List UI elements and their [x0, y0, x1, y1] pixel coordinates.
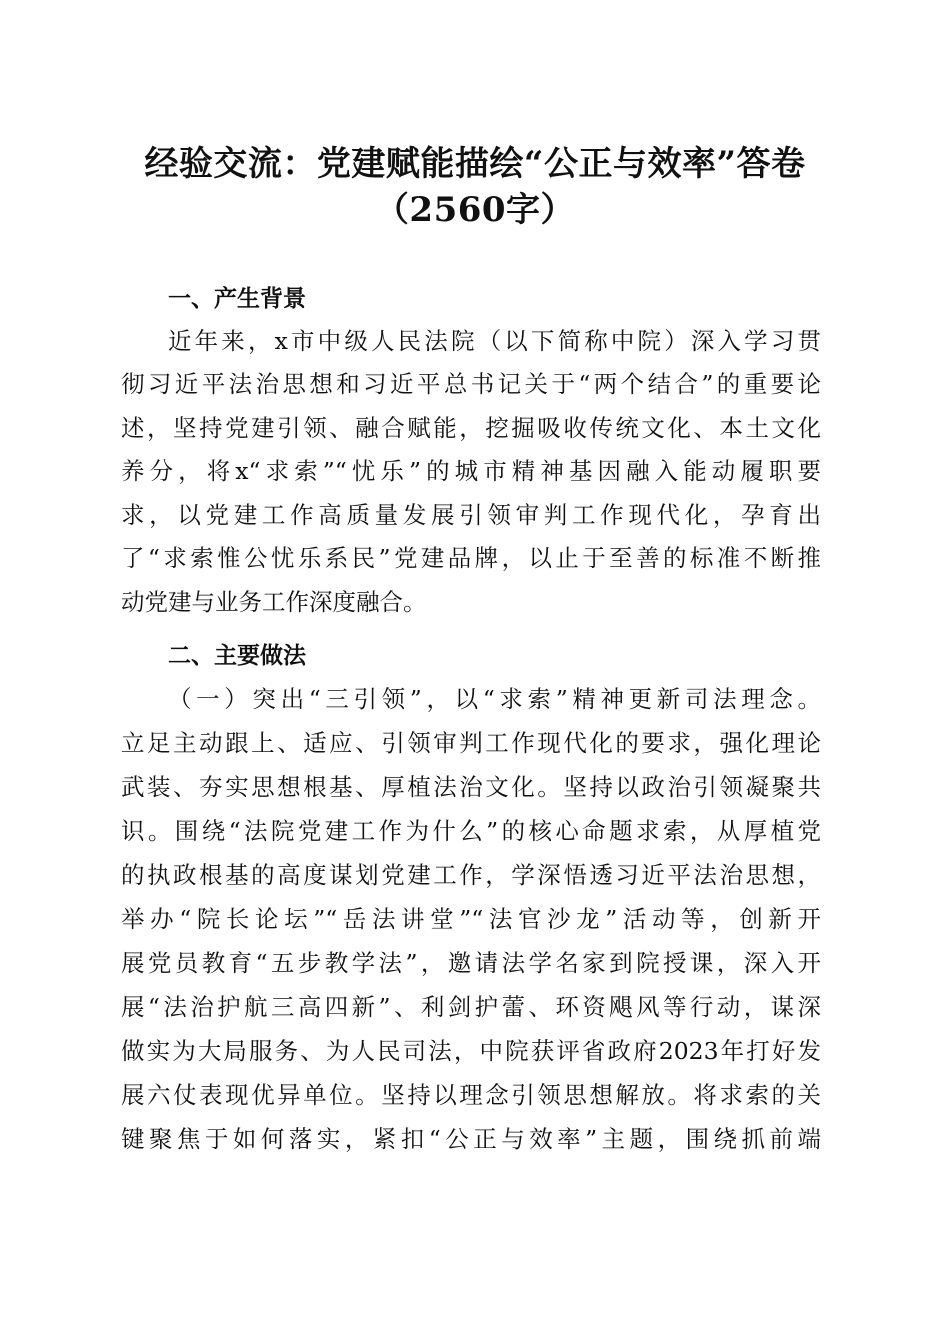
paragraph-line: 的执政根基的高度谋划党建工作，学深悟透习近平法治思想， — [121, 861, 821, 889]
paragraph-line: （一）突出“三引领”，以“求索”精神更新司法理念。 — [168, 685, 821, 713]
paragraph-line: 展六仗表现优异单位。坚持以理念引领思想解放。将求索的关 — [121, 1081, 821, 1109]
paragraph-line: 了“求索惟公忧乐系民”党建品牌，以止于至善的标准不断推 — [121, 544, 821, 572]
section-heading-methods: 二、主要做法 — [168, 643, 306, 669]
paragraph-line: 彻习近平法治思想和习近平总书记关于“两个结合”的重要论 — [121, 370, 821, 398]
paragraph-line: 近年来，x市中级人民法院（以下简称中院）深入学习贯 — [168, 327, 821, 355]
paragraph-line: 武装、夯实思想根基、厚植法治文化。坚持以政治引领凝聚共 — [121, 773, 821, 801]
paragraph-line: 做实为大局服务、为人民司法，中院获评省政府2023年打好发 — [121, 1037, 821, 1065]
paragraph-line: 动党建与业务工作深度融合。 — [121, 588, 427, 616]
document-title-line-2: （2560字） — [374, 190, 576, 230]
paragraph-line: 展党员教育“五步教学法”，邀请法学名家到院授课，深入开 — [121, 949, 821, 977]
paragraph-line: 立足主动跟上、适应、引领审判工作现代化的要求，强化理论 — [121, 729, 821, 757]
paragraph-line: 举办“院长论坛”“岳法讲堂”“法官沙龙”活动等，创新开 — [121, 905, 821, 933]
section-heading-background: 一、产生背景 — [168, 286, 306, 312]
paragraph-line: 键聚焦于如何落实，紧扣“公正与效率”主题，围绕抓前端 — [121, 1125, 821, 1153]
paragraph-line: 识。围绕“法院党建工作为什么”的核心命题求索，从厚植党 — [121, 817, 821, 845]
paragraph-line: 养分，将x“求索”“忧乐”的城市精神基因融入能动履职要 — [121, 457, 821, 485]
paragraph-line: 述，坚持党建引领、融合赋能，挖掘吸收传统文化、本土文化 — [121, 414, 821, 442]
document-title-line-1: 经验交流：党建赋能描绘“公正与效率”答卷 — [144, 144, 806, 184]
paragraph-line: 展“法治护航三高四新”、利剑护蕾、环资飓风等行动，谋深 — [121, 993, 821, 1021]
paragraph-line: 求，以党建工作高质量发展引领审判工作现代化，孕育出 — [121, 501, 821, 529]
